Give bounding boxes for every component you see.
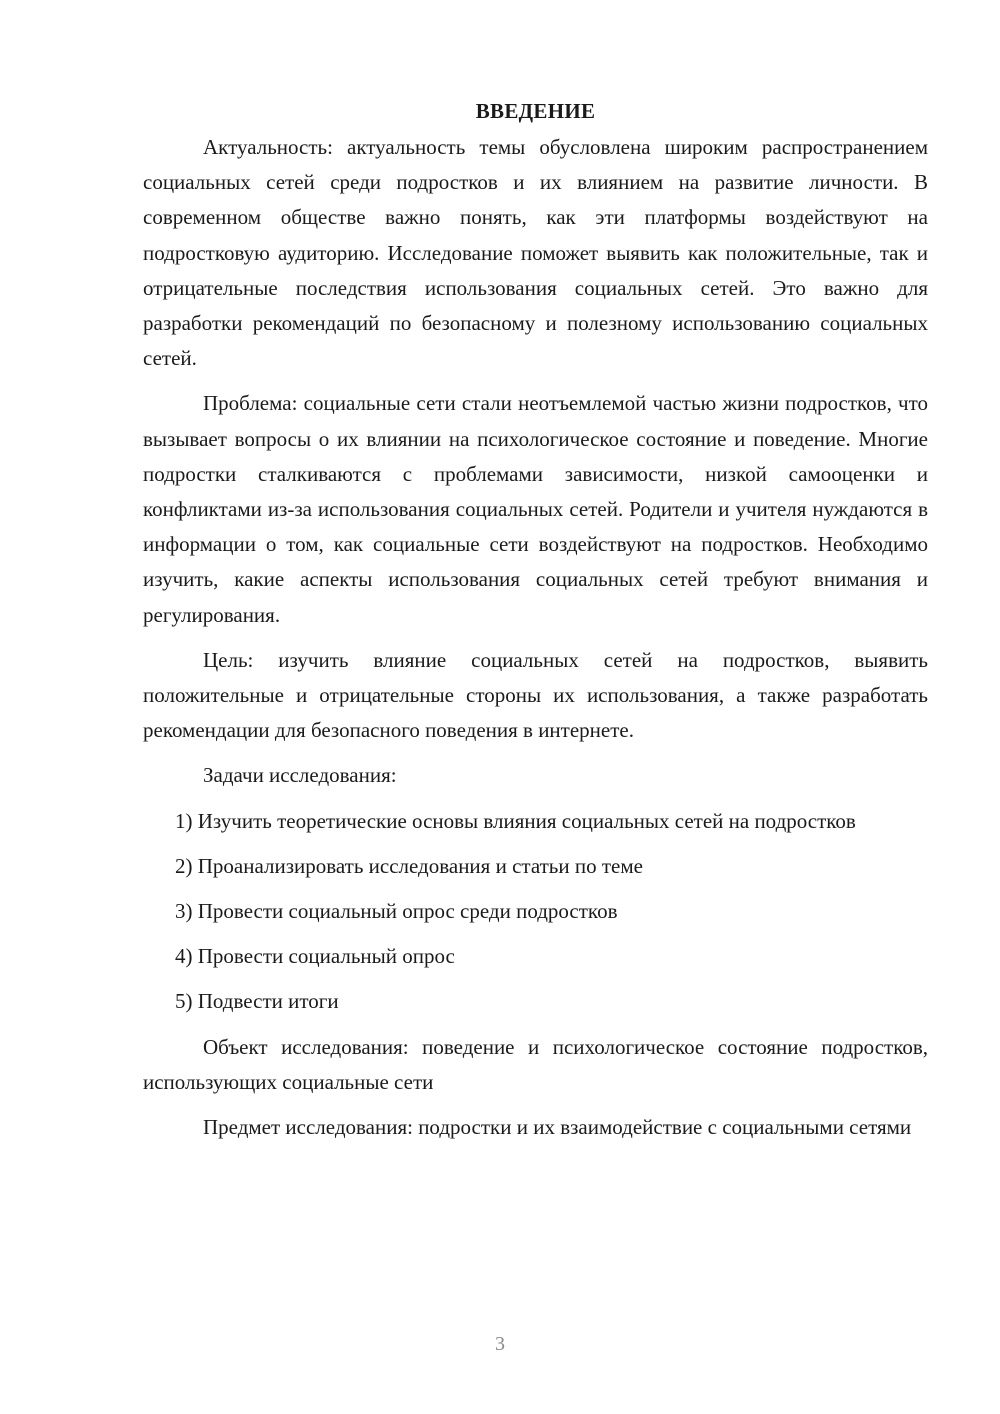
paragraph-object: Объект исследования: поведение и психологическое состояние подростков, использующих социальные сети: [143, 1034, 928, 1094]
page-number: 3: [495, 1333, 505, 1355]
task-item-5: 5) Подвести итоги: [175, 989, 339, 1014]
task-item-1: 1) Изучить теоретические основы влияния социальных сетей на подростков: [175, 808, 856, 833]
task-item-4: 4) Провести социальный опрос: [175, 944, 455, 969]
tasks-heading: Задачи исследования:: [203, 763, 397, 788]
paragraph-relevance: Актуальность: актуальность темы обусловлена широким распространением социальных сетей среди подростков и их влиянием на развитие личности. В современном обществе важно понять, как эти платформы воздействуют на подростковую аудиторию. Исследование поможет выявить как положительные, так и отрицательные последствия использования социальных сетей. Это важно для разработки рекомендаций по безопасному и полезному использованию социальных сетей.: [143, 135, 928, 371]
paragraph-subject: Предмет исследования: подростки и их взаимодействие с социальными сетями: [203, 1115, 912, 1140]
paragraph-problem: Проблема: социальные сети стали неотъемлемой частью жизни подростков, что вызывает вопросы о их влиянии на психологическое состояние и поведение. Многие подростки сталкиваются с проблемами зависимости, низкой самооценки и конфликтами из-за использования социальных сетей. Родители и учителя нуждаются в информации о том, как социальные сети воздействуют на подростков. Необходимо изучить, какие аспекты использования социальных сетей требуют внимания и регулирования.: [143, 391, 928, 627]
page-title: ВВЕДЕНИЕ: [475, 99, 596, 123]
task-item-2: 2) Проанализировать исследования и статьи по теме: [175, 853, 643, 878]
paragraph-goal: Цель: изучить влияние социальных сетей на подростков, выявить положительные и отрицательные стороны их использования, а также разработать рекомендации для безопасного поведения в интернете.: [143, 647, 928, 743]
task-item-3: 3) Провести социальный опрос среди подростков: [175, 899, 618, 924]
document-page: [143, 96, 928, 1155]
